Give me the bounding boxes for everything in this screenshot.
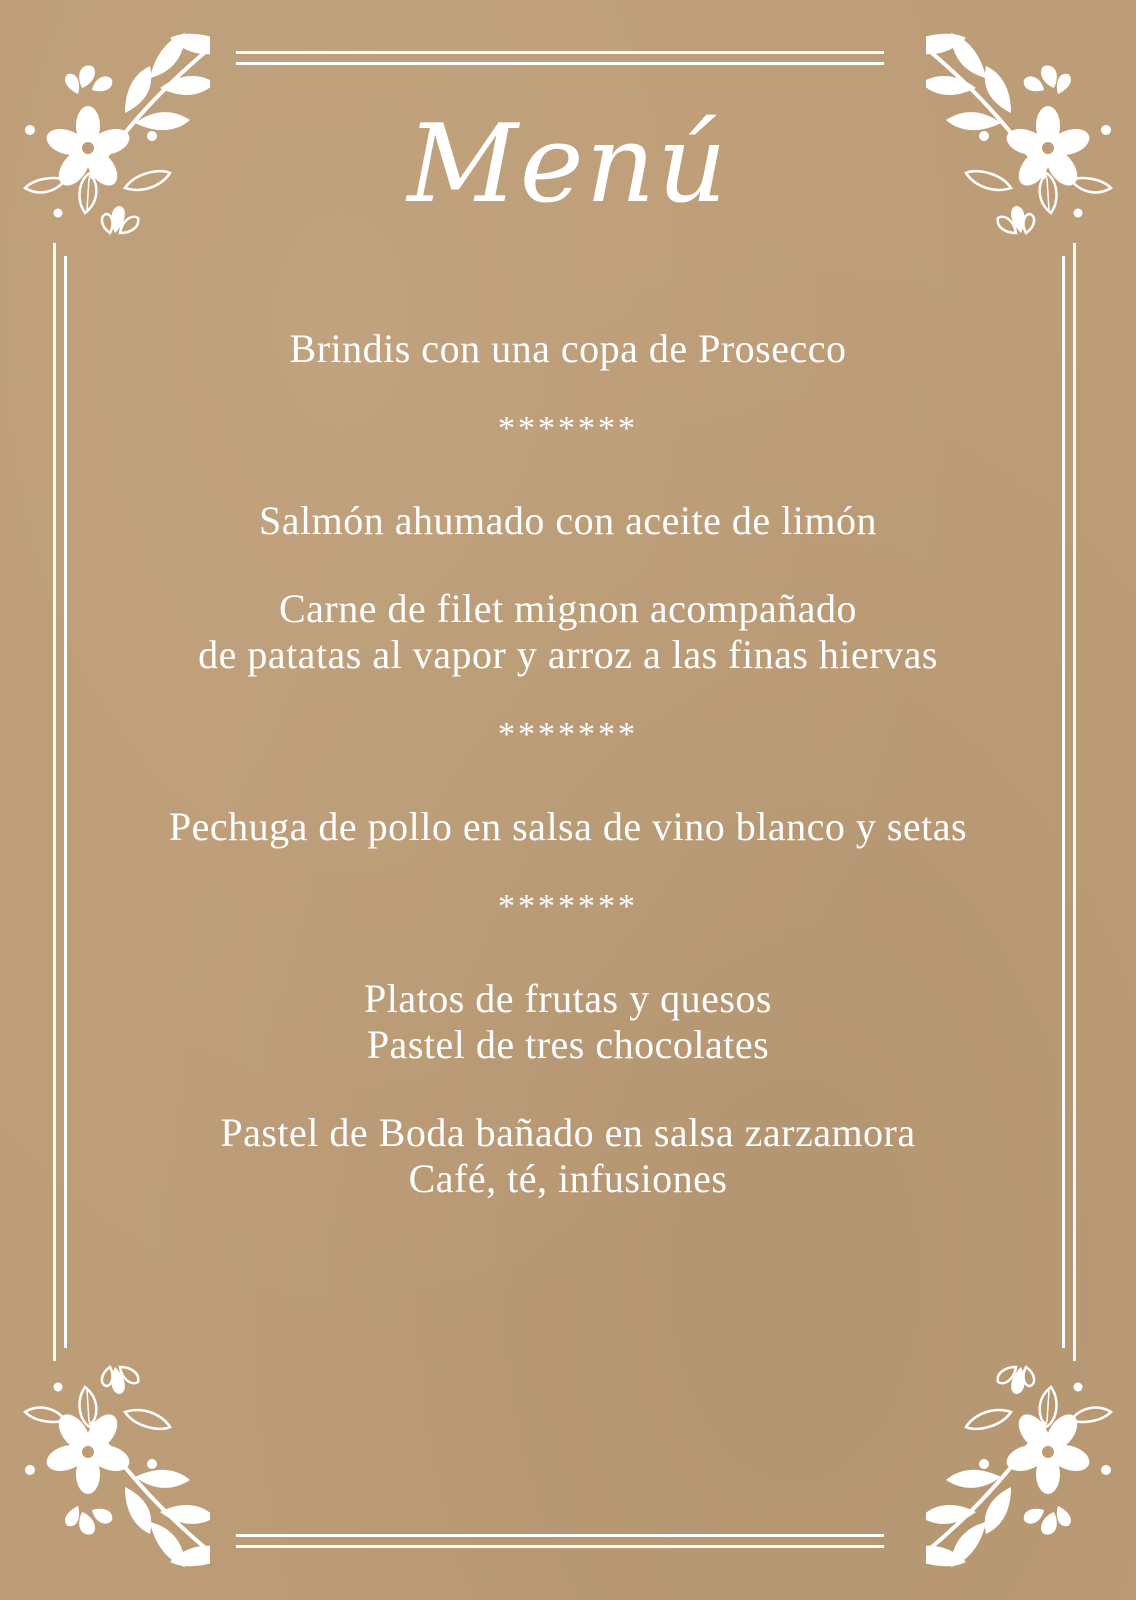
menu-item-carne-line-2: de patatas al vapor y arroz a las finas hiervas [198, 632, 938, 677]
menu-item-postre-1: Platos de frutas y quesos [363, 976, 772, 1021]
menu-item-entrante: Salmón ahumado con aceite de limón [259, 498, 877, 543]
menu-item-tarta: Pastel de Boda bañado en salsa zarzamora [220, 1110, 916, 1155]
menu-item-cafe: Café, té, infusiones [408, 1156, 728, 1201]
menu-item-carne-line-1: Carne de filet mignon acompañado [278, 586, 858, 631]
menu-item-pollo: Pechuga de pollo en salsa de vino blanco y setas [168, 804, 968, 849]
floral-corner-icon [20, 1342, 210, 1572]
course-separator: ******* [498, 410, 638, 447]
menu-item-brindis: Brindis con una copa de Prosecco [289, 326, 847, 371]
course-separator: ******* [498, 888, 638, 925]
menu-list [0, 326, 1136, 1202]
course-separator: ******* [498, 716, 638, 753]
frame-bottom-line-outer [236, 1545, 884, 1548]
floral-corner-icon [926, 1342, 1116, 1572]
frame-top-line-outer [236, 51, 884, 54]
frame-top-line-inner [236, 62, 884, 65]
frame-bottom-line-inner [236, 1534, 884, 1537]
menu-title: Menú [407, 102, 729, 227]
menu-item-postre-2: Pastel de tres chocolates [366, 1022, 770, 1067]
